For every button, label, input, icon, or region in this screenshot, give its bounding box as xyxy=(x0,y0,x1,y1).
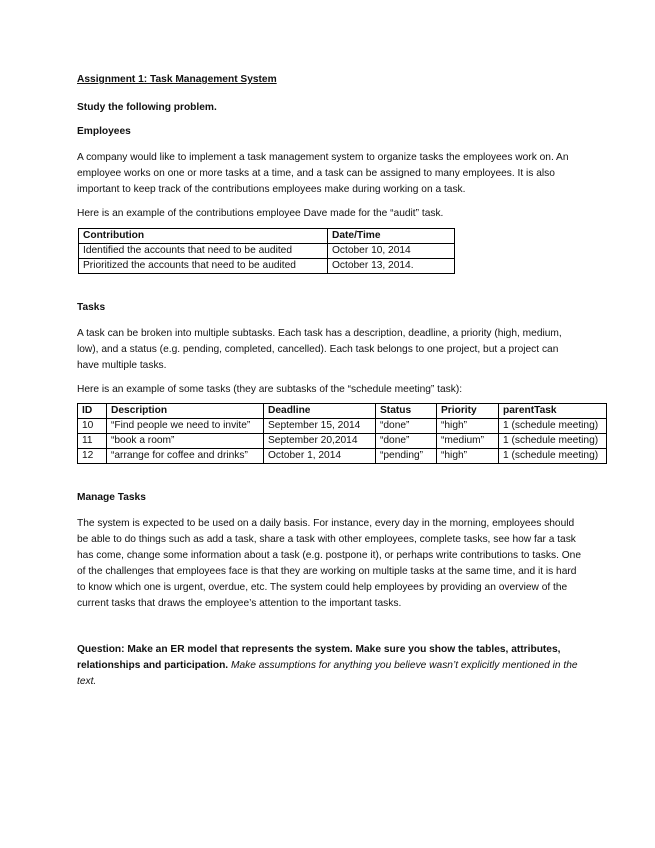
tasks-intro: Here is an example of some tasks (they are subtasks of the “schedule meeting” task): xyxy=(77,384,463,395)
employees-paragraph: A company would like to implement a task management system to organize tasks the employees work on. An employee works on one or more tasks at a time, and a task can be assigned to many employees. It is also important to keep track of the contributions employees make during working on a task. xyxy=(77,152,569,195)
table-row xyxy=(78,434,607,449)
question-paragraph xyxy=(77,642,582,690)
document-page xyxy=(77,72,599,690)
table-cell: 1 (schedule meeting) xyxy=(499,449,607,464)
table-cell: 1 (schedule meeting) xyxy=(499,434,607,449)
table-cell: 11 xyxy=(78,434,107,449)
table-cell: “high” xyxy=(437,419,499,434)
contributions-intro: Here is an example of the contributions employee Dave made for the “audit” task. xyxy=(77,208,444,219)
table-row xyxy=(78,419,607,434)
table-row xyxy=(78,449,607,464)
assignment-title: Assignment 1: Task Management System xyxy=(77,74,277,85)
table-cell: “book a room” xyxy=(107,434,264,449)
table-cell: “arrange for coffee and drinks” xyxy=(107,449,264,464)
column-header: parentTask xyxy=(499,404,607,419)
table-header-row xyxy=(79,229,455,244)
table-cell: 10 xyxy=(78,419,107,434)
question-bold-text: Question: Make an ER model that represents the system. Make sure you show the tables, attributes, relationships and participation. xyxy=(77,644,561,671)
manage-tasks-paragraph: The system is expected to be used on a daily basis. For instance, every day in the morning, employees should be able to do things such as add a task, share a task with other employees, complete tasks, see how far a task has come, change some information about a task (e.g. postpone it), or perhaps write contributions to tasks. One of the challenges that employees face is that they are working on multiple tasks at the same time, and it is hard to know which one is urgent, overdue, etc. The system could help employees by providing an overview of the current tasks that draws the employee’s attention to the important tasks. xyxy=(77,518,581,609)
column-header: Contribution xyxy=(79,229,328,244)
study-instruction: Study the following problem. xyxy=(77,102,217,113)
column-header: ID xyxy=(78,404,107,419)
table-header-row xyxy=(78,404,607,419)
column-header: Priority xyxy=(437,404,499,419)
tasks-paragraph: A task can be broken into multiple subtasks. Each task has a description, deadline, a priority (high, medium, low), and a status (e.g. pending, completed, cancelled). Each task belongs to one project, but a project can have multiple tasks. xyxy=(77,328,562,371)
table-row xyxy=(79,244,455,259)
employees-heading: Employees xyxy=(77,126,131,137)
contributions-table xyxy=(78,228,455,274)
table-row xyxy=(79,259,455,274)
table-cell: 1 (schedule meeting) xyxy=(499,419,607,434)
table-cell: “done” xyxy=(376,434,437,449)
table-cell: September 15, 2014 xyxy=(264,419,376,434)
column-header: Deadline xyxy=(264,404,376,419)
table-cell: “Find people we need to invite” xyxy=(107,419,264,434)
column-header: Date/Time xyxy=(328,229,455,244)
table-cell: “done” xyxy=(376,419,437,434)
column-header: Status xyxy=(376,404,437,419)
tasks-table xyxy=(77,403,607,464)
table-cell: “high” xyxy=(437,449,499,464)
table-cell: 12 xyxy=(78,449,107,464)
table-cell: September 20,2014 xyxy=(264,434,376,449)
table-cell: “medium” xyxy=(437,434,499,449)
question-italic-text: Make assumptions for anything you believe wasn’t explicitly mentioned in the text. xyxy=(77,660,578,687)
table-cell: “pending” xyxy=(376,449,437,464)
table-cell: October 10, 2014 xyxy=(328,244,455,259)
tasks-heading: Tasks xyxy=(77,302,106,313)
column-header: Description xyxy=(107,404,264,419)
table-cell: Prioritized the accounts that need to be audited xyxy=(79,259,328,274)
manage-tasks-heading: Manage Tasks xyxy=(77,492,146,503)
table-cell: October 1, 2014 xyxy=(264,449,376,464)
table-cell: October 13, 2014. xyxy=(328,259,455,274)
table-cell: Identified the accounts that need to be audited xyxy=(79,244,328,259)
